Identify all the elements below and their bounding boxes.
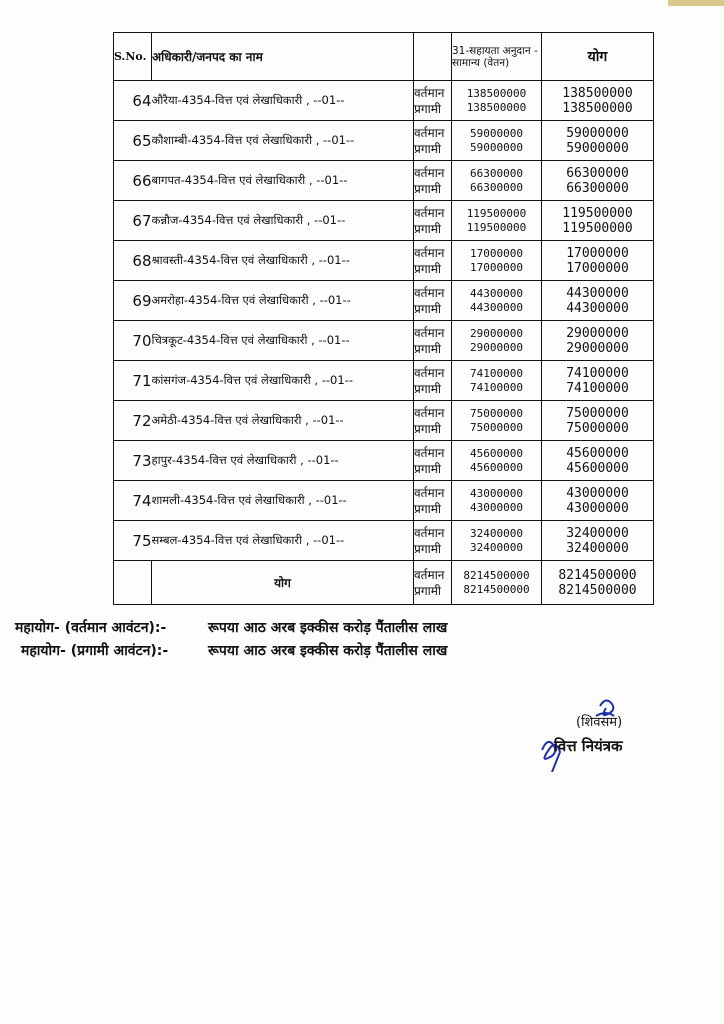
row-total-current: 66300000 — [566, 165, 629, 181]
row-type-current: वर्तमान — [414, 205, 445, 220]
row-grant-cell — [452, 121, 542, 161]
row-grant-cell — [452, 361, 542, 401]
row-grant-cell — [452, 481, 542, 521]
row-sno: 64 — [114, 81, 152, 121]
row-grant-future: 119500000 — [466, 220, 527, 234]
row-total-future: 17000000 — [566, 260, 629, 276]
row-grant-current: 17000000 — [470, 246, 523, 260]
row-total-future: 45600000 — [566, 460, 629, 476]
row-total-cell — [542, 81, 654, 121]
row-grant-cell — [452, 281, 542, 321]
table-body — [114, 81, 654, 561]
sum-grant-current: 8214500000 — [463, 568, 530, 582]
row-type-future: प्रगामी — [414, 341, 441, 356]
row-total-current: 32400000 — [566, 525, 629, 541]
header-total: योग — [542, 33, 654, 81]
row-sno: 69 — [114, 281, 152, 321]
row-total-cell — [542, 441, 654, 481]
row-name: हापुर-4354-वित्त एवं लेखाधिकारी , --01-- — [152, 441, 414, 481]
row-total-future: 59000000 — [566, 140, 629, 156]
row-grant-current: 66300000 — [470, 166, 523, 180]
row-grant-current: 32400000 — [470, 526, 523, 540]
sum-type-cell — [414, 561, 452, 605]
row-grant-future: 43000000 — [470, 500, 523, 514]
row-grant-future: 44300000 — [470, 300, 523, 314]
row-type-current: वर्तमान — [414, 245, 445, 260]
signature-block — [540, 692, 680, 772]
row-grant-current: 44300000 — [470, 286, 523, 300]
row-type-current: वर्तमान — [414, 125, 445, 140]
row-type-current: वर्तमान — [414, 165, 445, 180]
header-type — [414, 33, 452, 81]
row-sno: 75 — [114, 521, 152, 561]
row-type-cell — [414, 441, 452, 481]
row-name: कौशाम्बी-4354-वित्त एवं लेखाधिकारी , --01-- — [152, 121, 414, 161]
row-sno: 71 — [114, 361, 152, 401]
table-row — [114, 521, 654, 561]
row-name: अमेठी-4354-वित्त एवं लेखाधिकारी , --01-- — [152, 401, 414, 441]
row-grant-current: 43000000 — [470, 486, 523, 500]
row-type-future: प्रगामी — [414, 141, 441, 156]
row-sno: 70 — [114, 321, 152, 361]
row-type-future: प्रगामी — [414, 381, 441, 396]
sum-label: योग — [152, 561, 414, 605]
row-type-current: वर्तमान — [414, 405, 445, 420]
row-type-cell — [414, 241, 452, 281]
table-row — [114, 481, 654, 521]
row-sno: 74 — [114, 481, 152, 521]
row-total-cell — [542, 241, 654, 281]
row-type-cell — [414, 121, 452, 161]
row-total-future: 74100000 — [566, 380, 629, 396]
row-type-cell — [414, 281, 452, 321]
row-grant-future: 75000000 — [470, 420, 523, 434]
row-total-current: 59000000 — [566, 125, 629, 141]
row-name: कांसगंज-4354-वित्त एवं लेखाधिकारी , --01-- — [152, 361, 414, 401]
row-name: शामली-4354-वित्त एवं लेखाधिकारी , --01-- — [152, 481, 414, 521]
row-total-current: 74100000 — [566, 365, 629, 381]
row-total-future: 43000000 — [566, 500, 629, 516]
table-row — [114, 121, 654, 161]
row-total-cell — [542, 401, 654, 441]
row-total-cell — [542, 281, 654, 321]
row-total-future: 44300000 — [566, 300, 629, 316]
row-total-future: 32400000 — [566, 540, 629, 556]
grand-total-future — [21, 641, 448, 660]
sum-grant-cell — [452, 561, 542, 605]
header-sno: S.No. — [114, 33, 152, 81]
row-grant-future: 66300000 — [470, 180, 523, 194]
row-total-cell — [542, 481, 654, 521]
grand-total-current — [15, 618, 448, 637]
row-sno: 66 — [114, 161, 152, 201]
row-total-cell — [542, 321, 654, 361]
row-type-future: प्रगामी — [414, 261, 441, 276]
sum-sno-cell — [114, 561, 152, 605]
row-type-current: वर्तमान — [414, 285, 445, 300]
table-row — [114, 161, 654, 201]
sum-total-future: 8214500000 — [558, 582, 637, 598]
row-total-current: 29000000 — [566, 325, 629, 341]
row-type-cell — [414, 201, 452, 241]
signatory-name: (शिवसम) — [576, 715, 623, 730]
signature-ink-icon — [540, 692, 680, 772]
row-total-cell — [542, 521, 654, 561]
row-grant-current: 119500000 — [466, 206, 527, 220]
row-type-current: वर्तमान — [414, 85, 445, 100]
row-type-future: प्रगामी — [414, 461, 441, 476]
row-grant-future: 17000000 — [470, 260, 523, 274]
row-total-current: 17000000 — [566, 245, 629, 261]
table-header-row — [114, 33, 654, 81]
row-total-current: 119500000 — [562, 205, 633, 221]
sum-total-current: 8214500000 — [558, 567, 637, 583]
row-grant-cell — [452, 241, 542, 281]
grand-total-current-value: रूपया आठ अरब इक्कीस करोड़ पैंतालीस लाख — [208, 620, 448, 636]
table-row — [114, 241, 654, 281]
row-grant-current: 75000000 — [470, 406, 523, 420]
row-type-cell — [414, 361, 452, 401]
row-type-current: वर्तमान — [414, 485, 445, 500]
row-total-current: 75000000 — [566, 405, 629, 421]
row-total-current: 45600000 — [566, 445, 629, 461]
row-type-cell — [414, 521, 452, 561]
table-row — [114, 361, 654, 401]
row-type-future: प्रगामी — [414, 541, 441, 556]
page-edge-mark — [668, 0, 724, 6]
row-total-cell — [542, 121, 654, 161]
row-grant-future: 59000000 — [470, 140, 523, 154]
row-total-current: 138500000 — [562, 85, 633, 101]
row-total-future: 29000000 — [566, 340, 629, 356]
row-type-current: वर्तमान — [414, 525, 445, 540]
row-grant-current: 29000000 — [470, 326, 523, 340]
row-grant-current: 138500000 — [466, 86, 527, 100]
row-type-cell — [414, 161, 452, 201]
row-name: औरैया-4354-वित्त एवं लेखाधिकारी , --01-- — [152, 81, 414, 121]
row-name: कन्नौज-4354-वित्त एवं लेखाधिकारी , --01-- — [152, 201, 414, 241]
row-total-future: 138500000 — [562, 100, 633, 116]
sum-type-future: प्रगामी — [414, 583, 441, 598]
row-name: श्रावस्ती-4354-वित्त एवं लेखाधिकारी , --01-- — [152, 241, 414, 281]
row-sno: 73 — [114, 441, 152, 481]
row-grant-future: 138500000 — [466, 100, 527, 114]
row-total-future: 75000000 — [566, 420, 629, 436]
row-type-cell — [414, 401, 452, 441]
sum-total-cell — [542, 561, 654, 605]
row-total-cell — [542, 361, 654, 401]
row-type-current: वर्तमान — [414, 325, 445, 340]
row-total-cell — [542, 161, 654, 201]
table-row — [114, 401, 654, 441]
grand-total-future-label: महायोग- (प्रगामी आवंटन):- — [21, 643, 169, 659]
row-type-future: प्रगामी — [414, 501, 441, 516]
table-row — [114, 81, 654, 121]
row-type-cell — [414, 321, 452, 361]
row-total-cell — [542, 201, 654, 241]
row-grant-cell — [452, 441, 542, 481]
row-grant-future: 45600000 — [470, 460, 523, 474]
row-sno: 67 — [114, 201, 152, 241]
row-total-current: 43000000 — [566, 485, 629, 501]
table-row — [114, 441, 654, 481]
grand-total-current-label: महायोग- (वर्तमान आवंटन):- — [15, 620, 167, 636]
row-type-cell — [414, 481, 452, 521]
row-grant-cell — [452, 201, 542, 241]
row-grant-current: 59000000 — [470, 126, 523, 140]
row-name: चित्रकूट-4354-वित्त एवं लेखाधिकारी , --01-- — [152, 321, 414, 361]
row-sno: 65 — [114, 121, 152, 161]
row-grant-future: 29000000 — [470, 340, 523, 354]
table-row — [114, 281, 654, 321]
header-name: अधिकारी/जनपद का नाम — [152, 33, 414, 81]
row-sno: 68 — [114, 241, 152, 281]
row-name: अमरोहा-4354-वित्त एवं लेखाधिकारी , --01-- — [152, 281, 414, 321]
row-type-future: प्रगामी — [414, 101, 441, 116]
row-type-cell — [414, 81, 452, 121]
row-type-current: वर्तमान — [414, 365, 445, 380]
row-name: बागपत-4354-वित्त एवं लेखाधिकारी , --01-- — [152, 161, 414, 201]
row-sno: 72 — [114, 401, 152, 441]
row-total-current: 44300000 — [566, 285, 629, 301]
header-grant: 31-सहायता अनुदान - सामान्य (वेतन) — [452, 33, 542, 81]
row-grant-current: 45600000 — [470, 446, 523, 460]
signatory-title: वित्त नियंत्रक — [554, 737, 623, 755]
row-grant-cell — [452, 401, 542, 441]
row-type-future: प्रगामी — [414, 421, 441, 436]
row-grant-future: 32400000 — [470, 540, 523, 554]
row-grant-cell — [452, 81, 542, 121]
row-grant-cell — [452, 161, 542, 201]
row-type-current: वर्तमान — [414, 445, 445, 460]
row-total-future: 119500000 — [562, 220, 633, 236]
row-name: सम्बल-4354-वित्त एवं लेखाधिकारी , --01-- — [152, 521, 414, 561]
row-type-future: प्रगामी — [414, 181, 441, 196]
row-type-future: प्रगामी — [414, 301, 441, 316]
row-total-future: 66300000 — [566, 180, 629, 196]
table-row — [114, 201, 654, 241]
sum-grant-future: 8214500000 — [463, 582, 530, 596]
row-grant-future: 74100000 — [470, 380, 523, 394]
grand-total-future-value: रूपया आठ अरब इक्कीस करोड़ पैंतालीस लाख — [208, 643, 448, 659]
allocation-table — [113, 32, 654, 605]
sum-type-current: वर्तमान — [414, 567, 445, 582]
row-type-future: प्रगामी — [414, 221, 441, 236]
row-grant-current: 74100000 — [470, 366, 523, 380]
table-row — [114, 321, 654, 361]
row-grant-cell — [452, 521, 542, 561]
sum-row — [114, 561, 654, 605]
row-grant-cell — [452, 321, 542, 361]
